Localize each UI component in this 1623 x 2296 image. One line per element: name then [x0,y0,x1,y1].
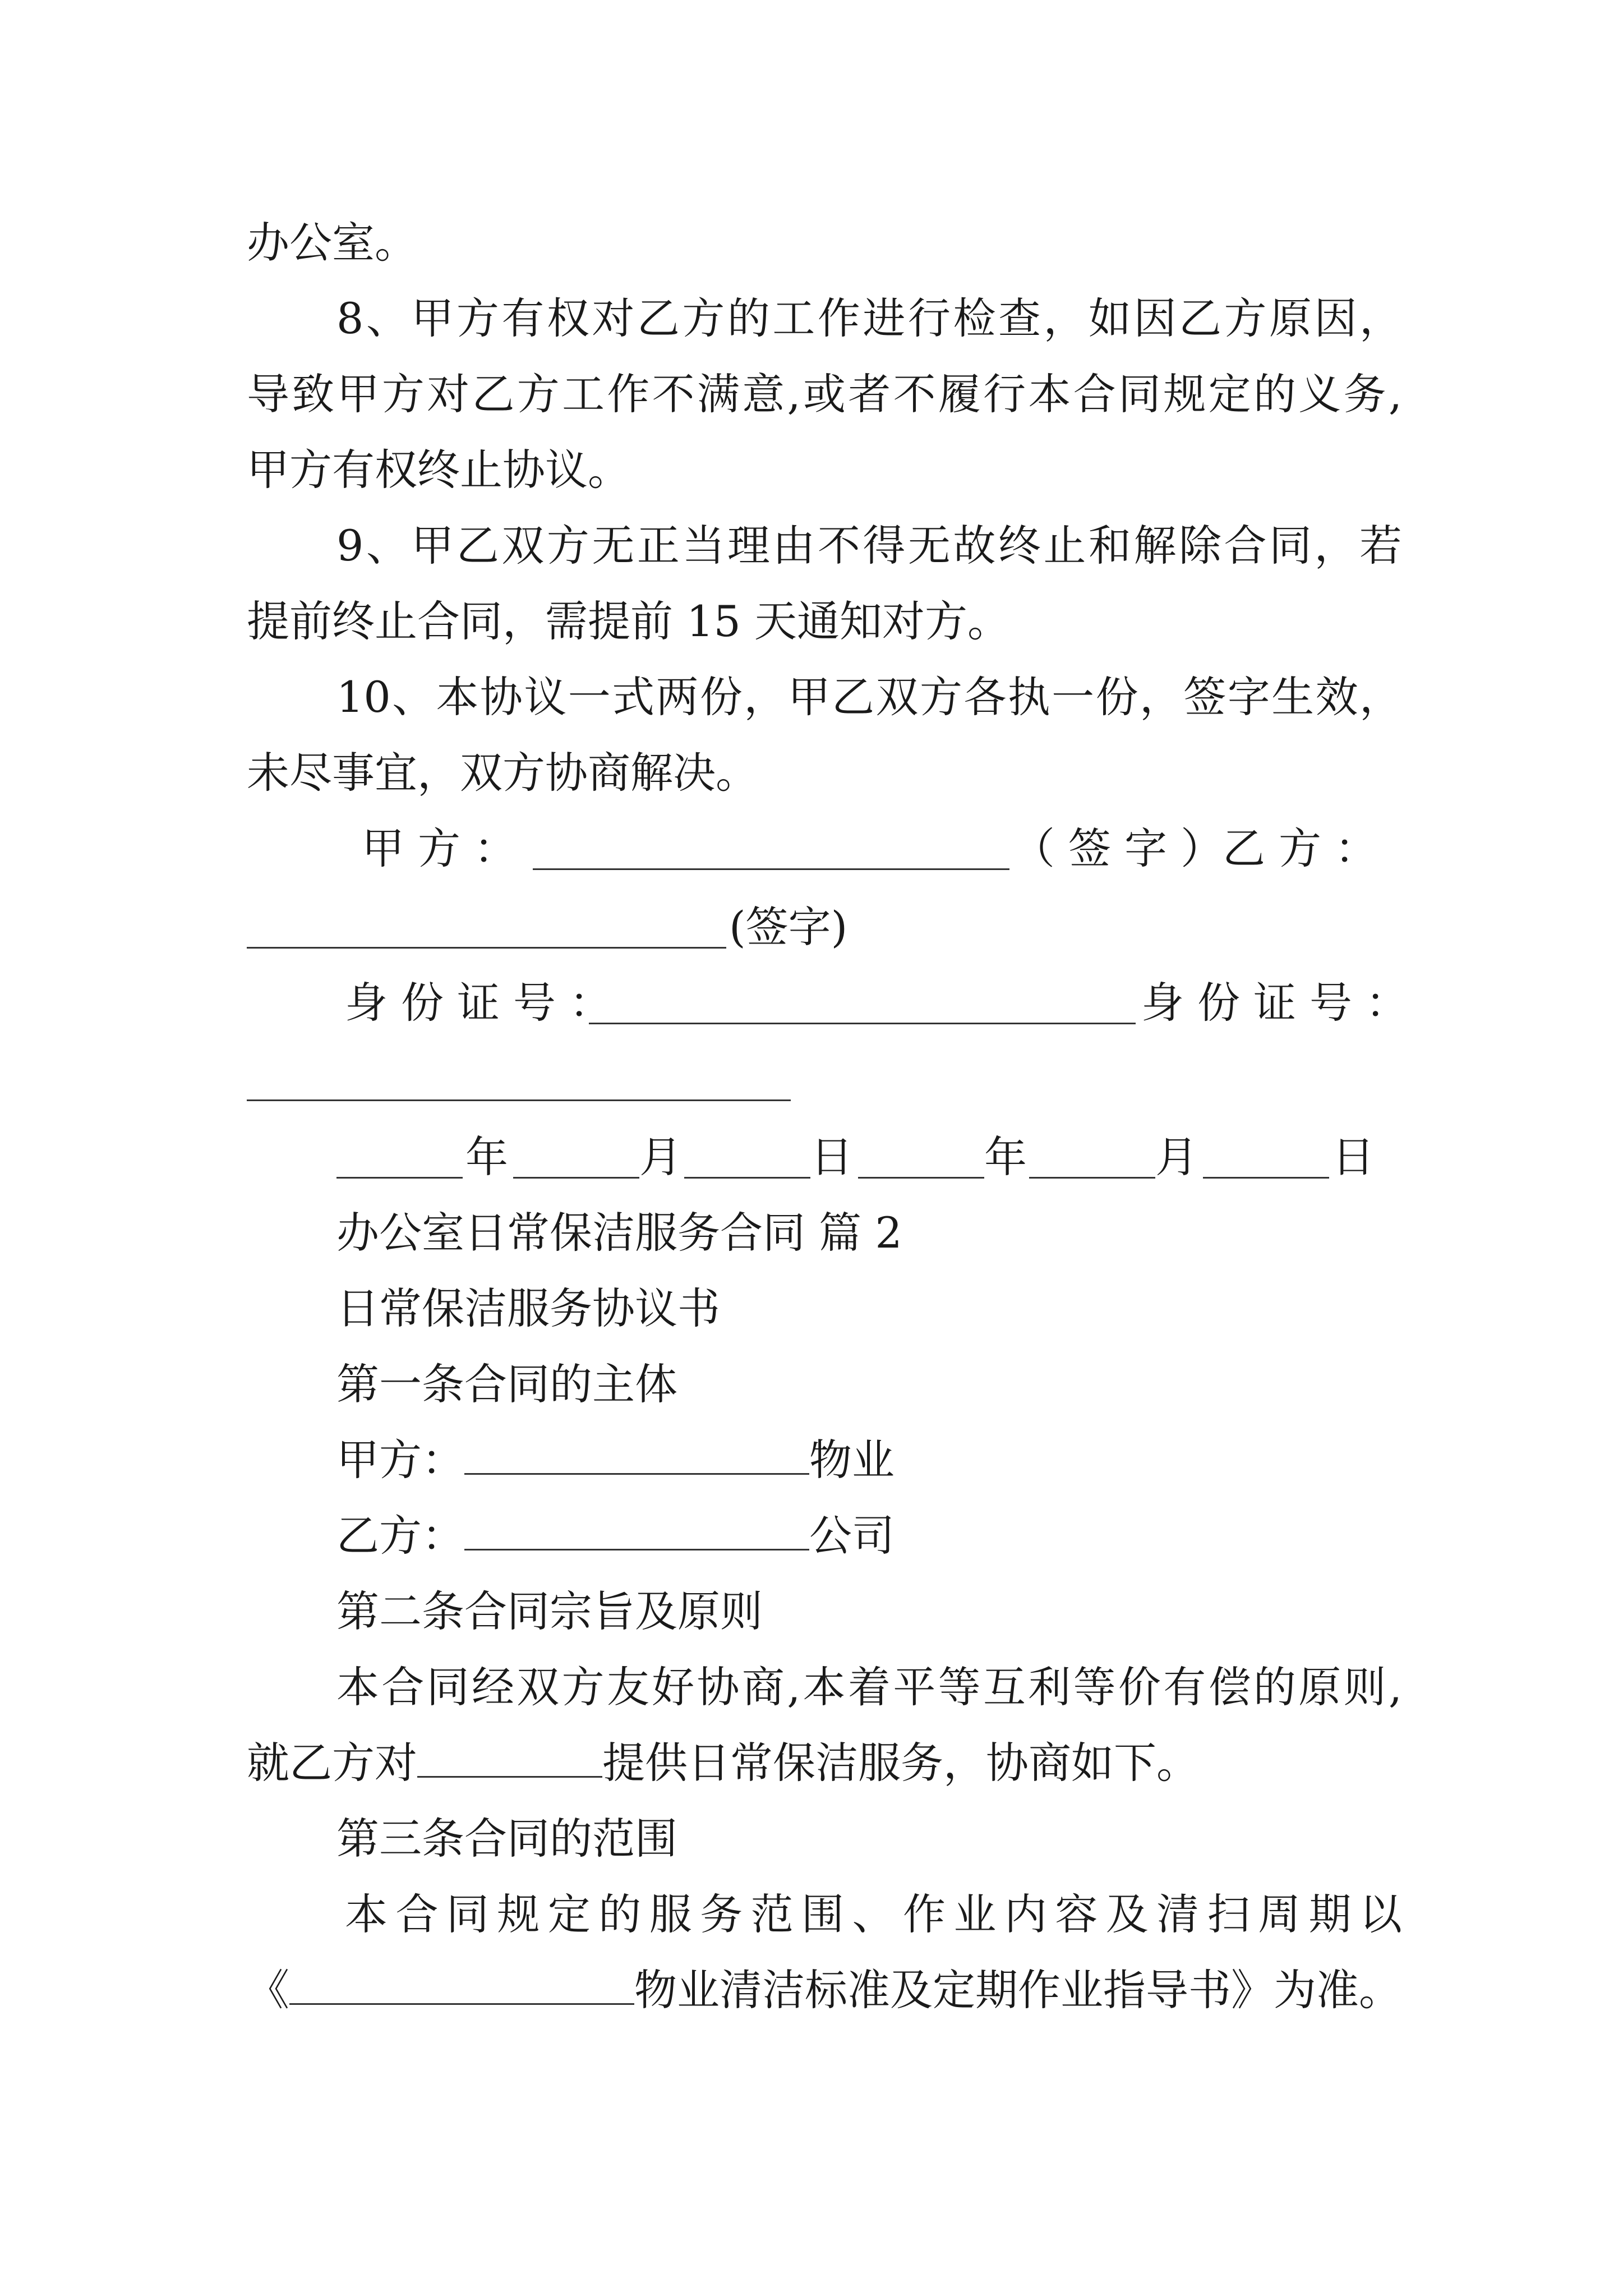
article-3-prefix: 《 [247,1965,289,2015]
party-b-row [336,1509,1402,1563]
party-b-sign-label: 乙方： [1223,823,1391,873]
party-b-suffix: 公司 [809,1511,895,1561]
party-a-row [336,1433,1402,1487]
party-a-sign-note: （签字） [1012,823,1237,873]
article-1-heading: 第一条合同的主体 [336,1359,677,1409]
article-2-suffix: 提供日常保洁服务，协商如下。 [602,1738,1199,1788]
party-b-sign-blank [247,947,726,949]
article-3-suffix: 物业清洁标准及定期作业指导书》为准。 [634,1965,1401,2015]
clause-9-line-1: 9、甲乙双方无正当理由不得无故终止和解除合同，若 [336,521,1402,570]
date-a-month-label: 月 [639,1132,682,1182]
date-b-month-label: 月 [1155,1132,1198,1182]
article-3-heading: 第三条合同的范围 [336,1814,677,1864]
party-a-sign-blank [533,868,1009,870]
clause-8-line-3: 甲方有权终止协议。 [247,445,630,495]
clause-10-line-2: 未尽事宜，双方协商解决。 [247,748,758,798]
clause-8-line-1: 8、甲方有权对乙方的工作进行检查，如因乙方原因， [336,293,1402,343]
party-b-blank [464,1512,809,1550]
article-2-prefix: 就乙方对 [247,1738,417,1788]
date-a-day-label: 日 [810,1132,853,1182]
party-b-sign-note: (签字) [729,902,848,952]
article-3-line-2 [247,1963,1402,2017]
date-b-day-blank [1203,1177,1329,1179]
clause-8-line-2: 导致甲方对乙方工作不满意,或者不履行本合同规定的义务, [247,369,1402,419]
party-a-sign-label: 甲方： [362,823,530,873]
article-3-line-1: 本合同规定的服务范围、作业内容及清扫周期以 [345,1889,1402,1939]
article-2-line-2 [247,1736,1402,1790]
date-a-day-blank [684,1177,810,1179]
section-heading: 办公室日常保洁服务合同 篇 2 [336,1208,902,1258]
party-a-id-label: 身份证号： [345,978,625,1028]
party-a-label: 甲方： [336,1435,464,1485]
clause-10-line-1: 10、本协议一式两份，甲乙双方各执一份，签字生效， [336,672,1402,722]
agreement-title: 日常保洁服务协议书 [336,1283,720,1333]
date-a-year-label: 年 [465,1132,508,1182]
date-a-year-blank [336,1177,463,1179]
date-a-month-blank [513,1177,639,1179]
article-2-heading: 第二条合同宗旨及原则 [336,1586,763,1636]
date-b-year-blank [858,1177,984,1179]
paragraph-line: 办公室。 [247,218,417,268]
date-b-year-label: 年 [984,1132,1027,1182]
property-name-blank [289,1966,634,2005]
party-a-suffix: 物业 [809,1435,895,1485]
party-b-label: 乙方： [336,1511,464,1561]
date-b-month-blank [1029,1177,1155,1179]
clause-9-line-2: 提前终止合同，需提前 15 天通知对方。 [247,596,1011,646]
party-b-id-label: 身份证号： [1141,978,1422,1028]
party-b-id-blank [247,1099,791,1101]
article-2-line-1: 本合同经双方友好协商,本着平等互利等价有偿的原则, [336,1662,1402,1712]
party-a-blank [464,1436,809,1475]
party-a-id-blank [589,1023,1136,1024]
service-target-blank [417,1739,602,1778]
date-b-day-label: 日 [1332,1132,1375,1182]
